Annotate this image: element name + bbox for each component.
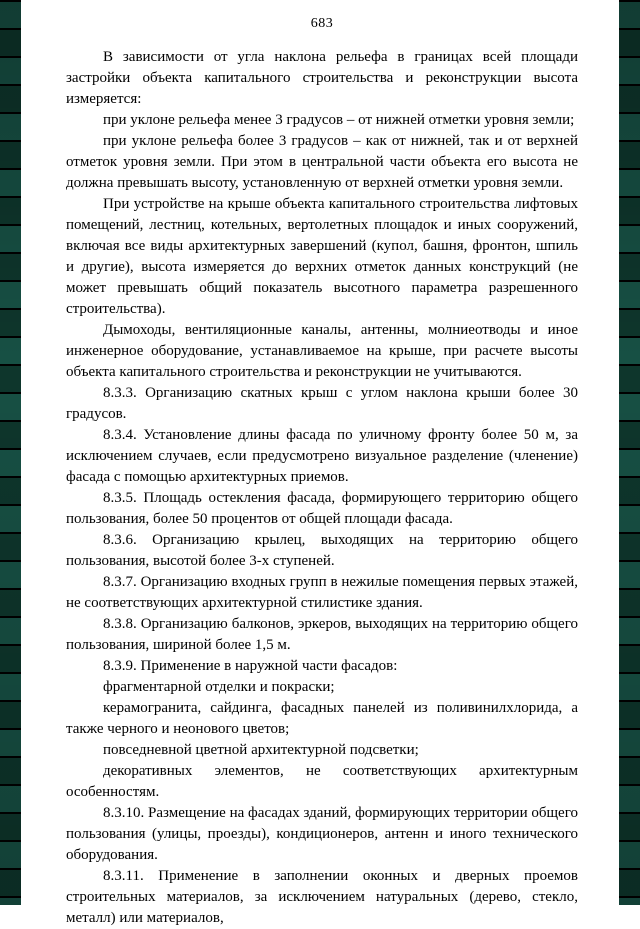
body-text	[66, 47, 578, 929]
paragraph: 8.3.8. Организацию балконов, эркеров, выходящих на территорию общего пользования, шириной более 1,5 м.	[66, 616, 578, 653]
page-number: 683	[310, 16, 334, 31]
paragraph: при уклоне рельефа более 3 градусов – как от нижней, так и от верхней отметок уровня земли. При этом в центральной части объекта его высота не должна превышать высоту, установленную от верхней отметки уровня земли.	[66, 133, 578, 191]
paragraph: Дымоходы, вентиляционные каналы, антенны, молниеотводы и иное инженерное оборудование, устанавливаемое на крыше, при расчете высоты объекта капитального строительства и реконструкции не учитываются.	[66, 322, 578, 380]
paragraph: 8.3.3. Организацию скатных крыш с углом наклона крыши более 30 градусов.	[66, 385, 578, 422]
paragraph: 8.3.11. Применение в заполнении оконных и дверных проемов строительных материалов, за исключением натуральных (дерево, стекло, металл) или материалов,	[66, 868, 578, 926]
paragraph: 8.3.7. Организацию входных групп в нежилые помещения первых этажей, не соответствующих архитектурной стилистике здания.	[66, 574, 578, 611]
paragraph: фрагментарной отделки и покраски;	[103, 679, 335, 695]
paragraph: 8.3.10. Размещение на фасадах зданий, формирующих территории общего пользования (улицы, проезды), кондиционеров, антенн и иного технического оборудования.	[66, 805, 578, 863]
paragraph: 8.3.6. Организацию крылец, выходящих на территорию общего пользования, высотой более 3-х ступеней.	[66, 532, 578, 569]
paragraph: при уклоне рельефа менее 3 градусов – от нижней отметки уровня земли;	[103, 112, 575, 128]
paragraph: В зависимости от угла наклона рельефа в границах всей площади застройки объекта капитального строительства и реконструкции высота измеряется:	[66, 49, 578, 107]
paragraph: 8.3.5. Площадь остекления фасада, формирующего территорию общего пользования, более 50 процентов от общей площади фасада.	[66, 490, 578, 527]
paragraph: 8.3.9. Применение в наружной части фасадов:	[103, 658, 398, 674]
scan-edge-left	[0, 0, 21, 905]
paragraph: декоративных элементов, не соответствующих архитектурным особенностям.	[66, 763, 578, 800]
paragraph: При устройстве на крыше объекта капитального строительства лифтовых помещений, лестниц, котельных, вертолетных площадок и иных сооружений, включая все виды архитектурных завершений (купол, башня, фронтон, шпиль и другие), высота измеряется до верхних отметок данных конструкций (не может превышать общий показатель высотного параметра разрешенного строительства).	[66, 196, 578, 317]
paragraph: 8.3.4. Установление длины фасада по уличному фронту более 50 м, за исключением случаев, если предусмотрено визуальное разделение (членение) фасада с помощью архитектурных приемов.	[66, 427, 578, 485]
paragraph: повседневной цветной архитектурной подсветки;	[103, 742, 419, 758]
page-content	[66, 16, 578, 929]
scan-edge-right	[619, 0, 640, 905]
paragraph: керамогранита, сайдинга, фасадных панелей из поливинилхлорида, а также черного и неонового цветов;	[66, 700, 578, 737]
